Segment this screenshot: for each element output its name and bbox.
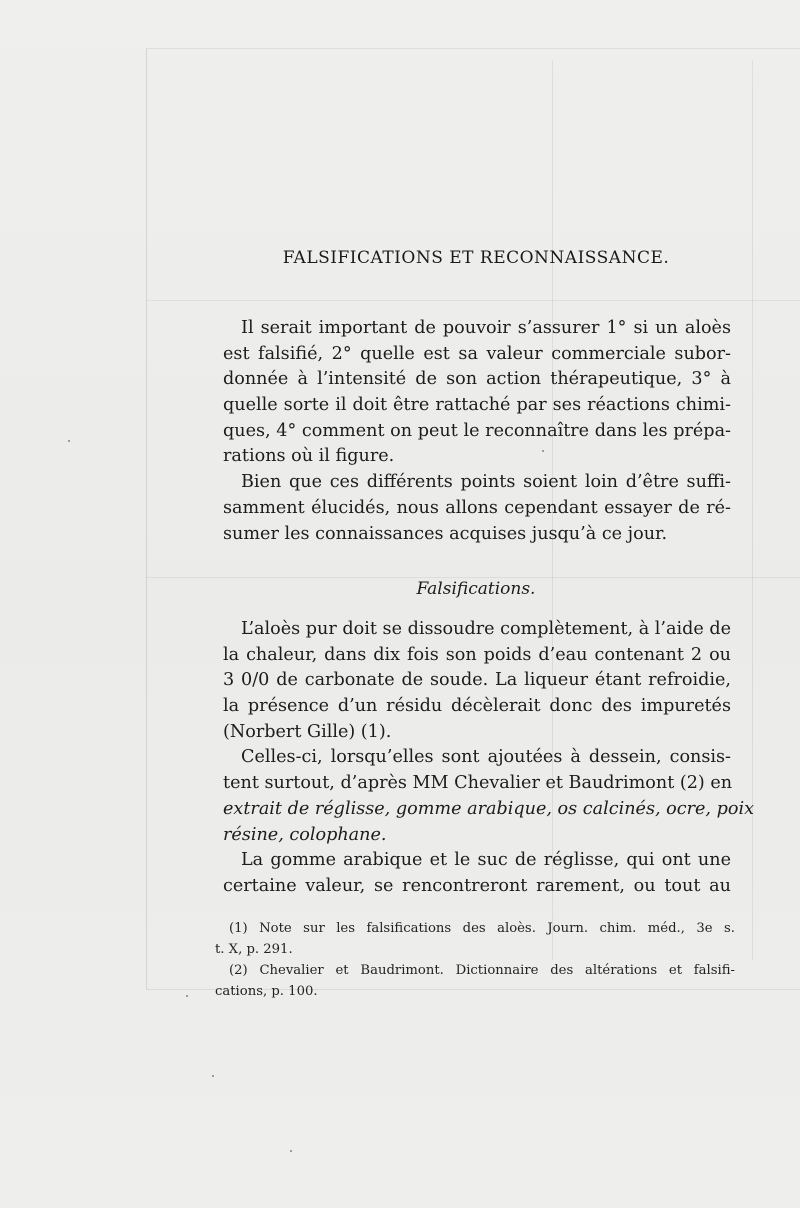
text-line: tent surtout, d’après MM Chevalier et Baudrimont (2) en — [223, 773, 733, 794]
text-line-italic: extrait de réglisse, gomme arabique, os calcinés, ocre, poix — [223, 798, 755, 819]
text-line: Il serait important de pouvoir s’assurer 1° si un aloès — [241, 318, 731, 338]
text-line: sumer les connaissances acquises jusqu’à ce jour. — [223, 523, 668, 544]
body-paragraphs — [223, 617, 755, 900]
footnote-line: (2) Chevalier et Baudrimont. Dictionnaire des altérations et falsifi- — [229, 963, 735, 978]
text-line: Celles-ci, lorsqu’elles sont ajoutées à dessein, consis- — [241, 747, 731, 768]
bleed-through-rule — [146, 577, 800, 578]
bleed-through-column — [752, 60, 753, 960]
text-line: la chaleur, dans dix fois son poids d’eau contenant 2 ou — [223, 644, 731, 665]
text-line: ques, 4° comment on peut le reconnaître dans les prépa- — [223, 420, 731, 441]
text-line: La gomme arabique et le suc de réglisse, qui ont une — [241, 850, 731, 871]
text-line: rations où il figure. — [223, 446, 395, 467]
text-line: la présence d’un résidu décèlerait donc des impuretés — [223, 696, 731, 717]
footnote-line: cations, p. 100. — [215, 984, 318, 999]
text-line: donnée à l’intensité de son action thérapeutique, 3° à — [223, 369, 731, 390]
bleed-through-rule — [146, 300, 800, 301]
text-line: Bien que ces différents points soient loin d’être suffi- — [241, 472, 731, 493]
print-speck — [290, 1150, 292, 1152]
footnote-line: t. X, p. 291. — [215, 942, 293, 957]
subsection-heading: Falsifications. — [416, 579, 536, 599]
text-line-italic: résine, colophane. — [223, 824, 387, 845]
section-heading: FALSIFICATIONS ET RECONNAISSANCE. — [282, 248, 670, 268]
print-speck — [68, 440, 70, 442]
text-line: quelle sorte il doit être rattaché par ses réactions chimi- — [223, 395, 731, 416]
footnotes — [215, 918, 735, 1002]
text-line: samment élucidés, nous allons cependant essayer de ré- — [223, 497, 731, 518]
footnote-line: (1) Note sur les falsifications des aloès. Journ. chim. méd., 3e s. — [229, 921, 735, 936]
text-line: est falsifié, 2° quelle est sa valeur commerciale subor- — [223, 343, 731, 364]
print-speck — [212, 1075, 214, 1077]
text-line: 3 0/0 de carbonate de soude. La liqueur étant refroidie, — [223, 670, 731, 691]
text-line: (Norbert Gille) (1). — [223, 721, 392, 742]
print-speck — [186, 995, 188, 997]
text-line: certaine valeur, se rencontreront rarement, ou tout au — [223, 875, 731, 896]
print-speck — [542, 450, 544, 452]
intro-paragraphs — [223, 316, 731, 547]
text-line: L’aloès pur doit se dissoudre complètement, à l’aide de — [241, 619, 732, 639]
